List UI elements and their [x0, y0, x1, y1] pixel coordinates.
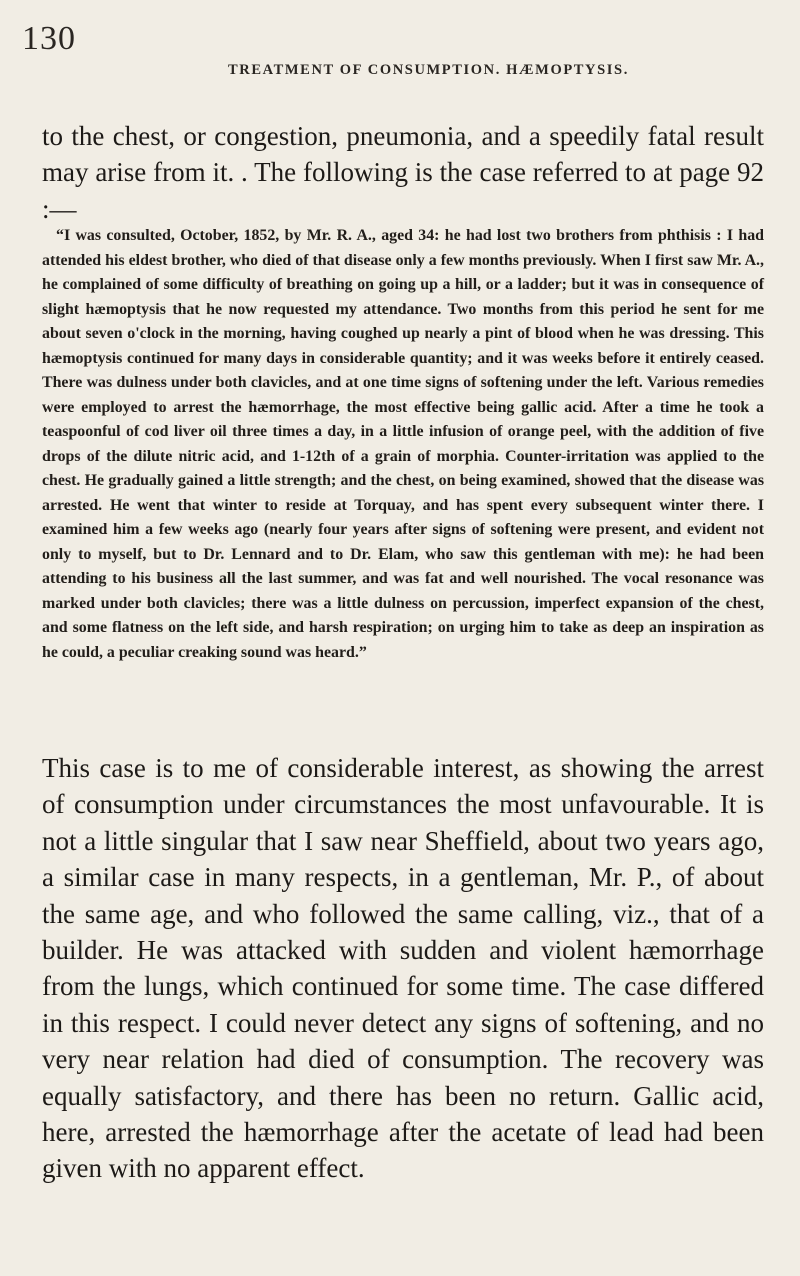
running-head: TREATMENT OF CONSUMPTION. HÆMOPTYSIS.: [228, 62, 629, 78]
opening-paragraph: to the chest, or congestion, pneumonia, and a speedily fatal result may arise from it. . The following is the case referred to at page 92 :—: [42, 121, 764, 224]
quoted-case-report: “I was consulted, October, 1852, by Mr. R. A., aged 34: he had lost two brothers from phthisis : I had attended his eldest brother, who died of that disease only a few months previously. When I first saw Mr. A., he complained of some difficulty of breathing on going up a hill, or a ladder; but it was in consequence of slight hæmoptysis that he now requested my attendance. Two months from this period he sent for me about seven o'clock in the morning, having coughed up nearly a pint of blood when he was dressing. This hæmoptysis continued for many days in considerable quantity; and it was weeks before it entirely ceased. There was dulness under both clavicles, and at one time signs of softening under the left. Various remedies were employed to arrest the hæmorrhage, the most effective being gallic acid. After a time he took a teaspoonful of cod liver oil three times a day, in a little infusion of orange peel, with the addition of five drops of the dilute nitric acid, and 1-12th of a grain of morphia. Counter-irritation was applied to the chest. He gradually gained a little strength; and the chest, on being examined, showed that the disease was arrested. He went that winter to reside at Torquay, and has spent every subsequent winter there. I examined him a few weeks ago (nearly four years after signs of softening were present, and evident not only to myself, but to Dr. Lennard and to Dr. Elam, who saw this gentleman with me): he had been attending to his business all the last summer, and was fat and well nourished. The vocal resonance was marked under both clavicles; there was a little dulness on percussion, imperfect expansion of the chest, and some flatness on the left side, and harsh respiration; on urging him to take as deep an inspiration as he could, a peculiar creaking sound was heard.”: [42, 227, 764, 661]
page-number: 130: [22, 20, 76, 57]
closing-paragraph: This case is to me of considerable interest, as showing the arrest of consumption under circumstances the most unfavourable. It is not a little singular that I saw near Sheffield, about two years ago, a similar case in many respects, in a gentleman, Mr. P., of about the same age, and who followed the same calling, viz., that of a builder. He was attacked with sudden and violent hæmorrhage from the lungs, which continued for some time. The case differed in this respect. I could never detect any signs of softening, and no very near relation had died of consumption. The recovery was equally satisfactory, and there has been no return. Gallic acid, here, arrested the hæmorrhage after the acetate of lead had been given with no apparent effect.: [42, 753, 764, 1184]
